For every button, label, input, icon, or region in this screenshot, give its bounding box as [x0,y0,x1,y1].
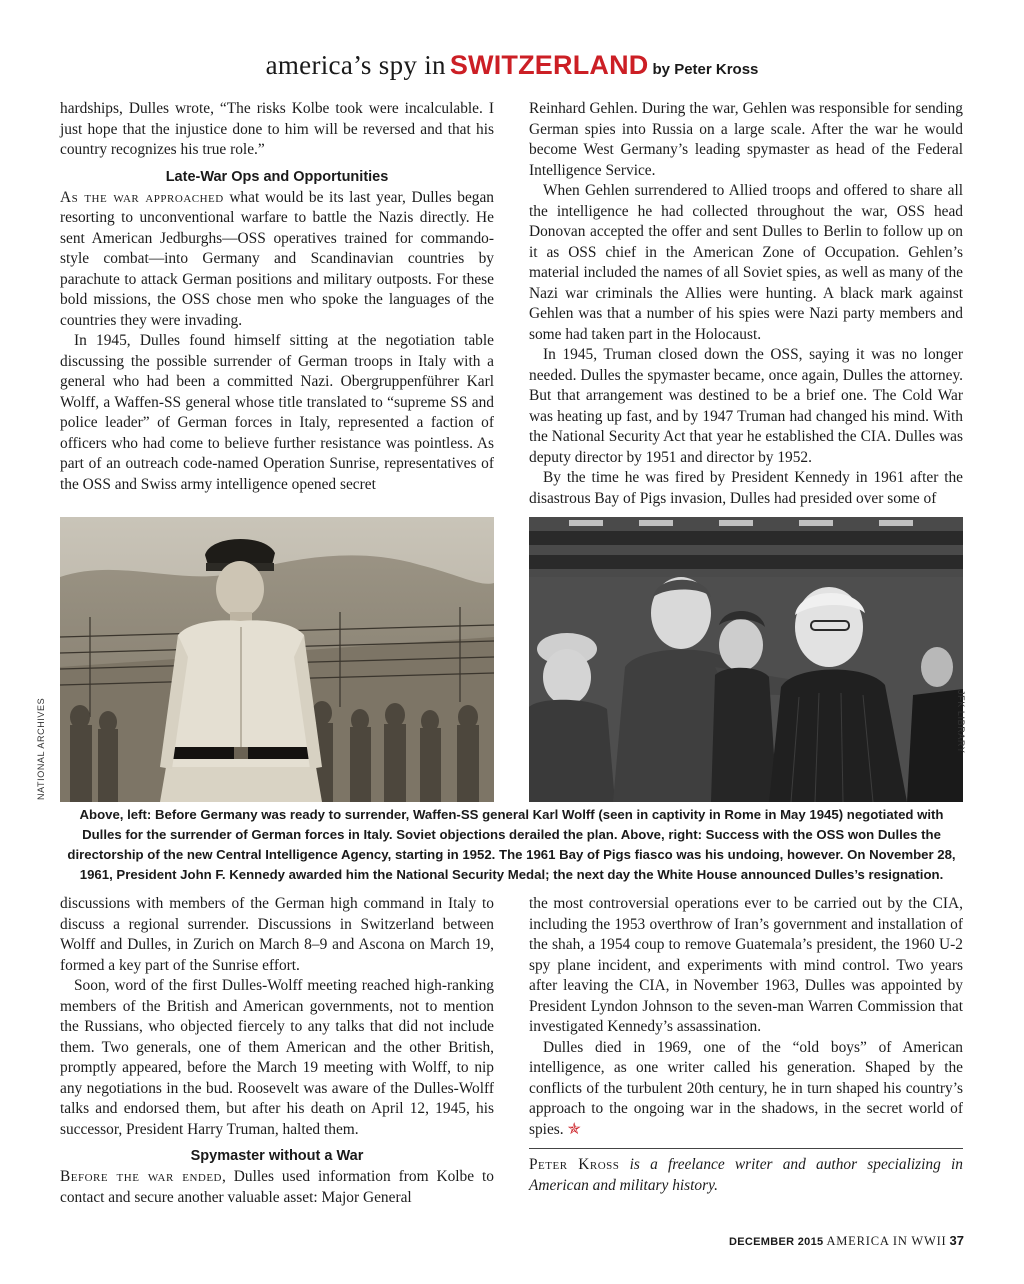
article-column-top-right [529,99,963,509]
paragraph: By the time he was fired by President Kennedy in 1961 after the disastrous Bay of Pigs invasion, Dulles had presided over some of [529,469,963,507]
paragraph: discussions with members of the German high command in Italy to discuss a regional surrender. Discussions in Switzerland between Wolff and Dulles, in Zurich on March 8–9 and Ascona on March 19, formed a key part of the Sunrise effort. [60,895,494,974]
photo-karl-wolff-illustration [60,517,494,802]
end-mark-star-icon: ✯ [567,1120,581,1138]
article-column-bottom-right [529,894,963,1196]
page-number: 37 [949,1233,964,1248]
author-name: Peter Kross [529,1156,620,1173]
paragraph: Soon, word of the first Dulles-Wolff meeting reached high-ranking members of the British and American governments, not to mention the Russians, who objected fiercely to any talks that did not include them. Two generals, one of them American and the other British, promptly appeared, before the March 19 meeting with Wolff, to nip any negotiations in the bud. Roosevelt was aware of the Dulles-Wolff talks and endorsed them, but after his death on April 12, 1945, his successor, President Harry Truman, halted them. [60,977,494,1138]
running-head-title: america’s spy in [265,50,446,80]
paragraph [529,1038,963,1141]
running-head [0,50,1024,81]
paragraph [60,188,494,332]
author-bio [529,1155,963,1196]
photo-karl-wolff [60,517,494,802]
page-footer [729,1233,964,1249]
article-column-top-left [60,99,494,495]
paragraph-text: , Dulles used information from Kolbe to contact and secure another valuable asset: Major General [60,1168,494,1206]
photo-kennedy-dulles-illustration [529,517,963,802]
paragraph-text: what would be its last year, Dulles began resorting to unconventional warfare to battle the Nazis directly. He sent American Jedburghs—OSS operatives trained for commando-style combat—into Germany and Scandinavian countries by parachute to attack German positions and military outposts. For these bold missions, the OSS chose men who spoke the languages of the countries they were invading. [60,188,495,329]
photo-credit-left: NATIONAL ARCHIVES [36,697,46,800]
paragraph: Reinhard Gehlen. During the war, Gehlen was responsible for sending German spies into Russia on a large scale. After the war he would become West Germany’s leading spymaster as head of the Federal Intelligence Service. [529,100,963,179]
lead-in: Before the war ended [60,1168,222,1185]
issue-date: DECEMBER 2015 [729,1236,824,1248]
byline: by Peter Kross [652,61,759,78]
article-column-bottom-left [60,894,494,1208]
section-heading: Late-War Ops and Opportunities [165,168,389,185]
photo-kennedy-dulles [529,517,963,802]
paragraph [60,1167,494,1208]
magazine-name: AMERICA IN WWII [826,1234,947,1248]
photo-credit-right: JFK LIBRARY [956,690,966,754]
paragraph: hardships, Dulles wrote, “The risks Kolbe took were incalculable. I just hope that the injustice done to him will be reversed and that his country recognizes his true role.” [60,100,494,158]
paragraph: In 1945, Dulles found himself sitting at the negotiation table discussing the possible surrender of German troops in Italy with a general who had been a committed Nazi. Obergruppenführer Karl Wolff, a Waffen-SS general whose title translated to “supreme SS and police leader” of German forces in Italy, represented a faction of officers who had come to believe further resistance was pointless. As part of an outreach code-named Operation Sunrise, representatives of the OSS and Swiss army intelligence opened secret [60,332,494,493]
running-head-highlight: SWITZERLAND [449,50,649,80]
paragraph: When Gehlen surrendered to Allied troops and offered to share all the intelligence he had collected throughout the war, OSS head Donovan accepted the offer and sent Dulles to Berlin to follow up on it as OSS chief in the American Zone of Occupation. Gehlen’s material included the names of all Soviet spies, as well as many of the Nazi war criminals the Allies were hunting. A black mark against Gehlen was that a number of his spies were Nazi party members and some had taken part in the Holocaust. [529,182,963,343]
bio-divider [529,1148,963,1149]
lead-in: As the war approached [60,188,224,206]
paragraph-text: Dulles died in 1969, one of the “old boys” of American intelligence, as one writer called his generation. Shaped by the conflicts of the turbulent 20th century, he in turn shaped his country’s approach to the ongoing war in the shadows, in the secret world of spies. [529,1038,963,1138]
photo-caption: Above, left: Before Germany was ready to surrender, Waffen-SS general Karl Wolff (seen in captivity in Rome in May 1945) negotiated with Dulles for the surrender of German forces in Italy. Soviet objections derailed the plan. Above, right: Success with the OSS won Dulles the directorship of the new Central Intelligence Agency, starting in 1952. The 1961 Bay of Pigs fiasco was his undoing, however. On November 28, 1961, President John F. Kennedy awarded him the National Security Medal; the next day the White House announced Dulles’s resignation. [67,807,956,882]
author-bio-text: is a freelance writer and author specializing in American and military history. [529,1156,963,1194]
paragraph: In 1945, Truman closed down the OSS, saying it was no longer needed. Dulles the spymaster became, once again, Dulles the attorney. But that arrangement was destined to be a brief one. The Cold War was heating up fast, and by 1947 Truman had changed his mind. With the National Security Act that year he established the CIA. Dulles was deputy director by 1951 and director by 1952. [529,346,963,466]
section-heading: Spymaster without a War [190,1148,364,1164]
paragraph: the most controversial operations ever to be carried out by the CIA, including the 1953 overthrow of Iran’s government and installation of the shah, a 1954 coup to remove Guatemala’s president, the 1960 U-2 spy plane incident, and experiments with mind control. Two years after leaving the CIA, in November 1963, Dulles was appointed by President Lyndon Johnson to the seven-man Warren Commission that investigated Kennedy’s assassination. [529,895,963,1035]
